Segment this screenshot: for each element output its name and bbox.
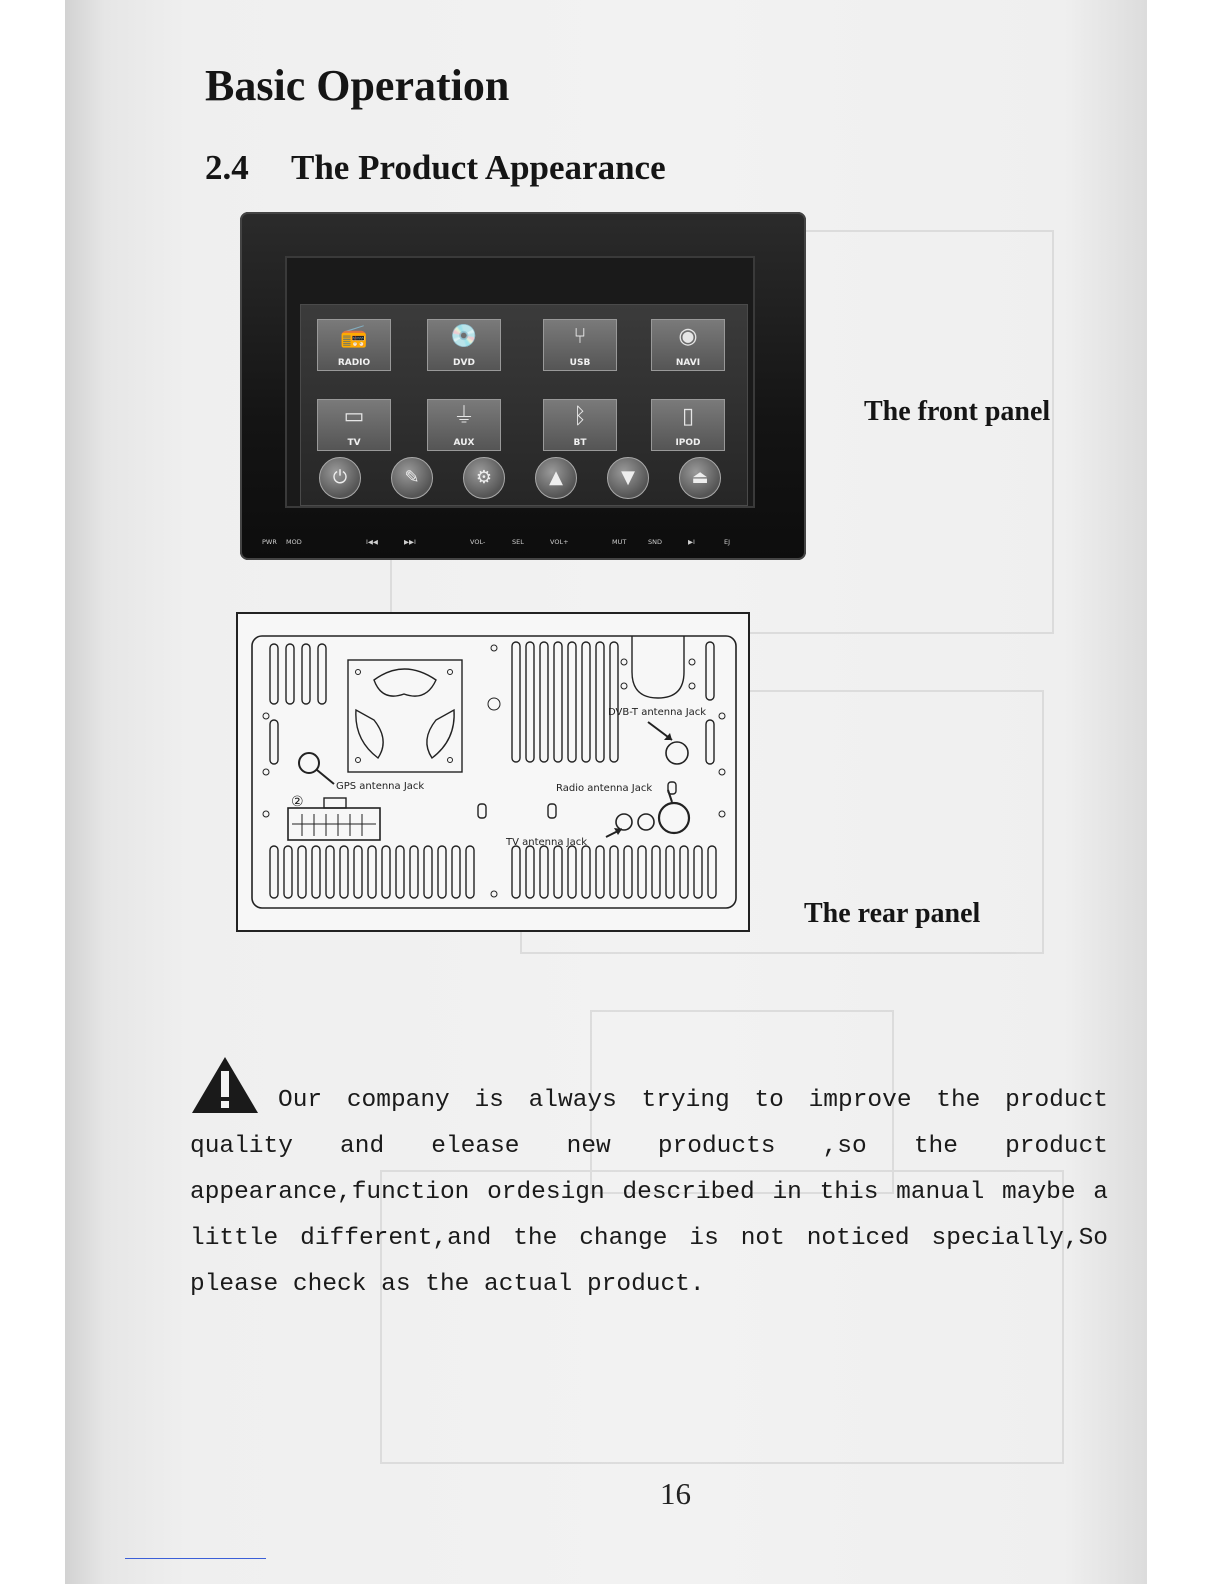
footer-rule [125,1558,266,1559]
hard-button-label: VOL+ [550,538,569,546]
tools-icon: ✎ [391,457,433,499]
eject-icon: ⏏ [679,457,721,499]
hard-button-label: VOL- [470,538,486,546]
down-arrow-icon: ▼ [607,457,649,499]
usb-icon: ⑂ [573,324,587,349]
page-number: 16 [660,1476,691,1511]
front-panel-caption: The front panel [864,396,1051,427]
hard-button-label: PWR [262,538,277,546]
hard-button-label: EJ [724,538,731,546]
menu-tile-ipod: ▯ IPOD [651,399,725,451]
rear-panel-caption: The rear panel [804,898,981,929]
aux-plug-icon: ⏚ [452,404,475,429]
hard-button-label: SEL [512,538,524,546]
bluetooth-icon: ᛒ [573,404,587,429]
hard-button-label: MOD [286,538,302,546]
hard-button-label: ▶▶I [404,538,416,546]
notice-paragraph: Our company is always trying to improve the product quality and elease new products ,so the product appearance,function ordesign described in this manual maybe a little different,and the change is not noticed specially,So please check as the actual product. [190,1087,1108,1298]
head-unit-screen [300,304,748,506]
front-panel-photo [240,212,806,560]
menu-tile-radio: 📻 RADIO [317,319,391,371]
page-margin [1147,0,1224,1584]
section-heading [205,148,666,188]
power-icon: ⏻ [319,457,361,499]
disc-icon: 💿 [450,324,478,349]
menu-tile-dvd: 💿 DVD [427,319,501,371]
dvbt-antenna-label: DVB-T antenna Jack [608,707,707,718]
connector-marker: ② [291,794,304,810]
menu-tile-navi: ◉ NAVI [651,319,725,371]
hard-button-label: SND [648,538,662,546]
rear-panel-diagram [236,612,750,932]
menu-tile-aux: ⏚ AUX [427,399,501,451]
radio-antenna-label: Radio antenna Jack [556,783,653,794]
page-title: Basic Operation [205,61,510,110]
up-arrow-icon: ▲ [535,457,577,499]
menu-tile-tv: ▭ TV [317,399,391,451]
hard-button-label: MUT [612,538,627,546]
tv-icon: ▭ [343,404,365,429]
globe-icon: ◉ [678,324,698,349]
hard-button-label: I◀◀ [366,538,378,546]
menu-tile-bt: ᛒ BT [543,399,617,451]
hard-button-row [256,538,796,552]
section-title: The Product Appearance [291,148,666,187]
radio-icon: 📻 [340,324,368,349]
rear-panel-drawing [236,612,750,932]
gps-antenna-label: GPS antenna Jack [336,781,425,792]
hard-button-label: ▶I [688,538,695,546]
gear-icon: ⚙ [463,457,505,499]
ipod-icon: ▯ [681,404,695,429]
section-number: 2.4 [205,148,249,187]
menu-tile-usb: ⑂ USB [543,319,617,371]
tv-antenna-label: TV antenna Jack [506,837,588,848]
